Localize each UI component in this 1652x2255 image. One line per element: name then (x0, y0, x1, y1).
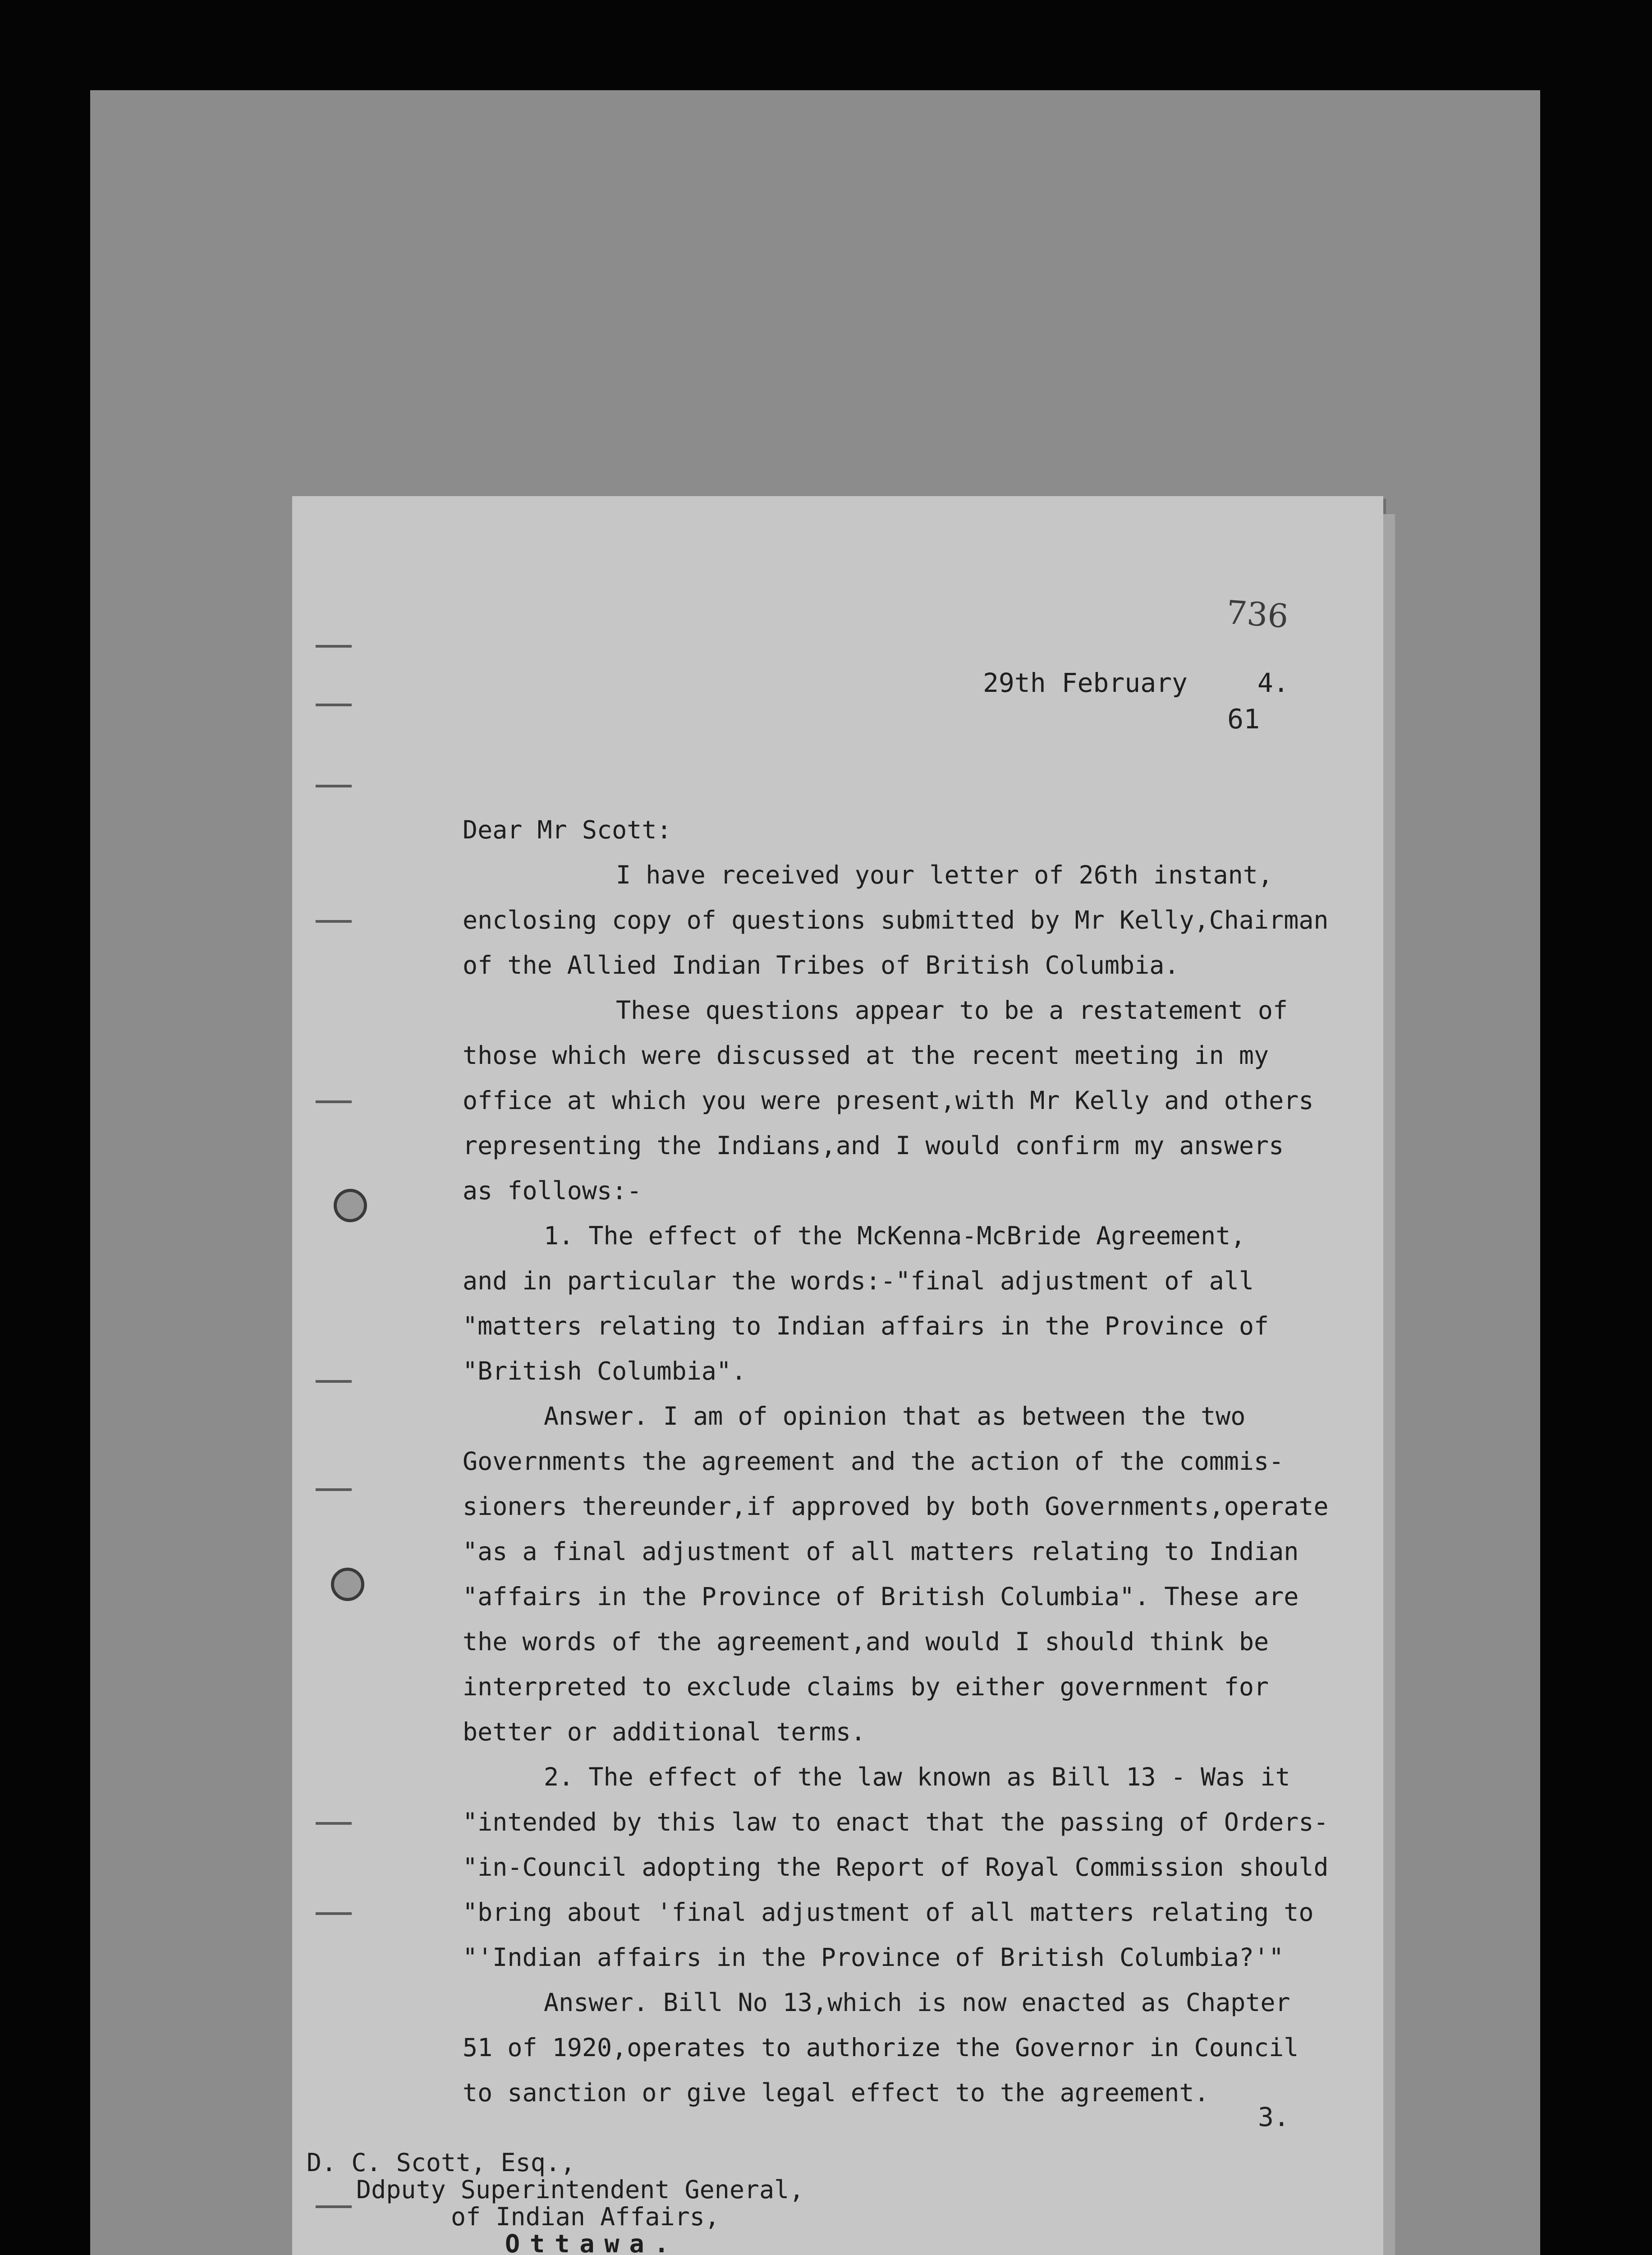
body-line: I have received your letter of 26th instant, (616, 861, 1273, 889)
body-line: Answer. I am of opinion that as between the two (544, 1402, 1246, 1431)
sheet-edge (1383, 514, 1395, 2255)
body-line: the words of the agreement,and would I should think be (463, 1627, 1269, 1656)
margin-tick (316, 1488, 352, 1491)
margin-tick (316, 1100, 352, 1103)
body-line: 2. The effect of the law known as Bill 13 - Was it (544, 1763, 1290, 1791)
body-line: enclosing copy of questions submitted by Mr Kelly,Chairman (463, 906, 1329, 934)
body-line: better or additional terms. (463, 1717, 866, 1746)
body-line: and in particular the words:-"final adjustment of all (463, 1266, 1254, 1295)
margin-tick (316, 704, 352, 706)
margin-tick (316, 785, 352, 787)
margin-tick (316, 1380, 352, 1383)
binder-hole (331, 1568, 364, 1601)
addressee-line: of Indian Affairs, (451, 2202, 720, 2231)
body-line: "in-Council adopting the Report of Royal Commission should (463, 1853, 1329, 1882)
body-line: "matters relating to Indian affairs in the Province of (463, 1312, 1269, 1340)
body-line: sioners thereunder,if approved by both Governments,operate (463, 1492, 1329, 1521)
body-line: "'Indian affairs in the Province of British Columbia?'" (463, 1943, 1284, 1972)
body-line: Governments the agreement and the action of the commis- (463, 1447, 1284, 1476)
body-line: "affairs in the Province of British Columbia". These are (463, 1582, 1299, 1611)
margin-tick (316, 645, 352, 648)
binder-hole (334, 1189, 367, 1222)
margin-tick (316, 1822, 352, 1825)
archive-stamp-number: 736 (1225, 593, 1290, 635)
body-line: "intended by this law to enact that the passing of Orders- (463, 1808, 1329, 1836)
body-line: representing the Indians,and I would confirm my answers (463, 1131, 1284, 1160)
page-number: 61 (1227, 704, 1260, 735)
body-line: interpreted to exclude claims by either government for (463, 1672, 1269, 1701)
margin-tick (316, 1912, 352, 1915)
body-line: of the Allied Indian Tribes of British Columbia. (463, 951, 1179, 980)
body-line: office at which you were present,with Mr Kelly and others (463, 1086, 1314, 1115)
body-line: These questions appear to be a restatement of (616, 996, 1288, 1025)
body-line: "British Columbia". (463, 1357, 747, 1385)
date-text: 29th February (983, 667, 1188, 698)
addressee-line: Ottawa. (505, 2229, 679, 2255)
margin-tick (316, 920, 352, 923)
body-line: to sanction or give legal effect to the agreement. (463, 2078, 1209, 2107)
body-line: "bring about 'final adjustment of all matters relating to (463, 1898, 1314, 1927)
letter-body (463, 807, 1364, 2115)
body-line: those which were discussed at the recent meeting in my (463, 1041, 1269, 1070)
next-page-marker: 3. (1258, 2102, 1289, 2132)
salutation: Dear Mr Scott: (463, 815, 672, 844)
date-mark: 4. (1257, 667, 1289, 698)
letter-date (983, 667, 1289, 698)
body-line: as follows:- (463, 1176, 642, 1205)
body-line: "as a final adjustment of all matters relating to Indian (463, 1537, 1299, 1566)
body-line: 51 of 1920,operates to authorize the Governor in Council (463, 2033, 1299, 2062)
addressee-line: D. C. Scott, Esq., (307, 2148, 576, 2177)
addressee-line: Ddputy Superintendent General, (356, 2175, 804, 2204)
body-line: Answer. Bill No 13,which is now enacted as Chapter (544, 1988, 1290, 2017)
addressee-block (307, 2149, 848, 2255)
body-line: 1. The effect of the McKenna-McBride Agreement, (544, 1221, 1246, 1250)
